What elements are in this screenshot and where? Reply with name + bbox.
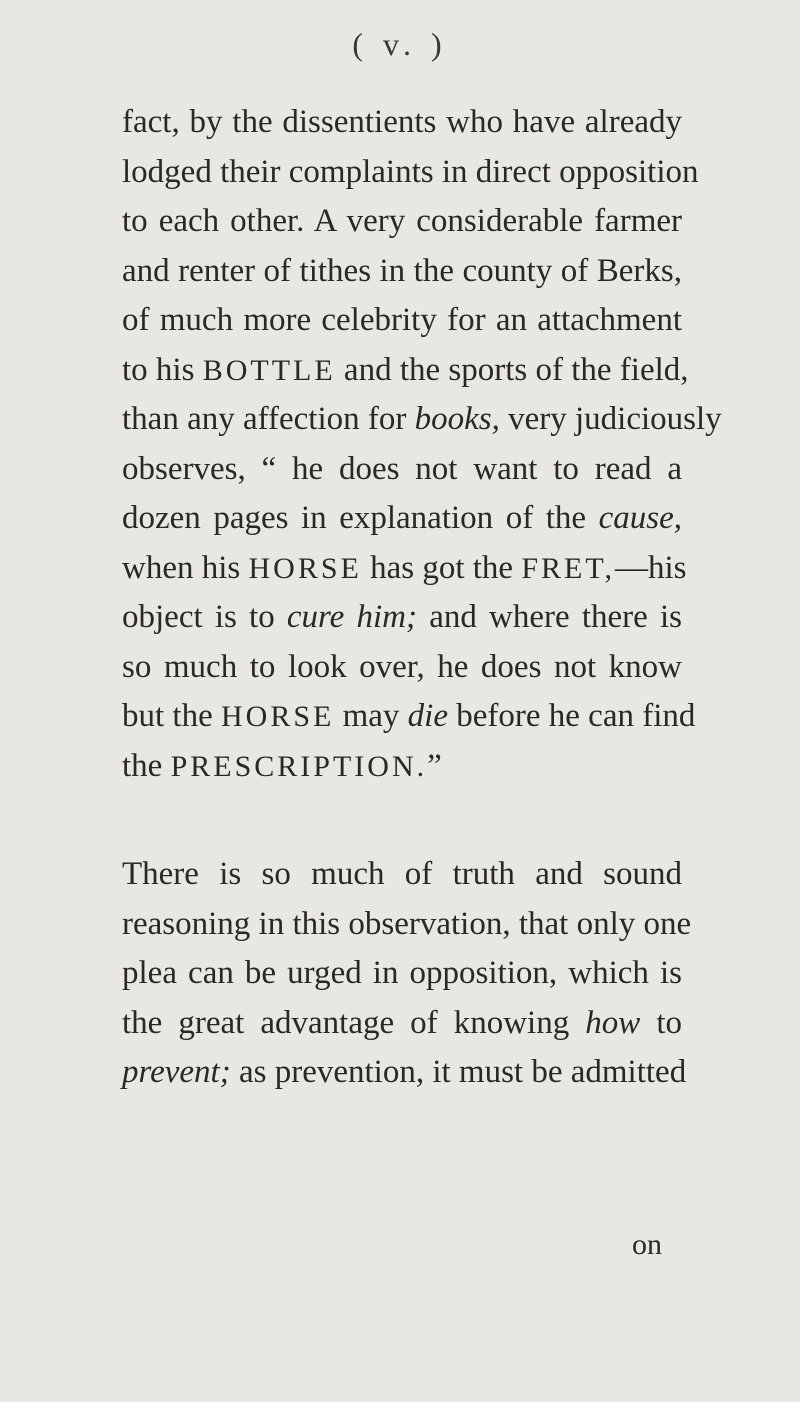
text-line bbox=[122, 346, 689, 396]
text-run: dozen pages in explanation of the bbox=[122, 500, 587, 536]
paragraph-1 bbox=[122, 98, 722, 791]
italic-word: prevent; bbox=[122, 1054, 231, 1090]
text-line bbox=[122, 544, 687, 594]
text-run: to bbox=[640, 1004, 683, 1041]
text-run: as prevention, it must be admitted bbox=[238, 1054, 687, 1090]
text-line: There is so much of truth and sound bbox=[122, 856, 682, 892]
text-run: may bbox=[334, 698, 408, 734]
text-run: and where there is bbox=[417, 599, 683, 635]
catchword: on bbox=[632, 1228, 662, 1261]
text-run: object is to bbox=[122, 599, 275, 635]
text-line: lodged their complaints in direct opposition bbox=[122, 153, 699, 190]
text-run: before he can find bbox=[448, 698, 696, 734]
text-run: has got the bbox=[361, 549, 522, 586]
text-line bbox=[122, 692, 696, 742]
text-line: fact, by the dissentients who have already bbox=[122, 104, 682, 140]
text-line: plea can be urged in opposition, which is bbox=[122, 955, 682, 991]
italic-word: how bbox=[585, 1004, 641, 1041]
text-run: than any affection for bbox=[122, 401, 407, 437]
text-run: very judiciously bbox=[499, 401, 722, 437]
small-caps-word: HORSE bbox=[220, 700, 335, 733]
text-run: but the bbox=[122, 698, 213, 734]
small-caps-word: BOTTLE bbox=[202, 353, 336, 387]
text-run: the great advantage of knowing bbox=[122, 1004, 570, 1041]
italic-word: books, bbox=[414, 401, 500, 437]
text-run: when his bbox=[122, 549, 241, 586]
text-line bbox=[122, 999, 682, 1049]
text-line bbox=[122, 494, 682, 544]
text-run: —his bbox=[614, 549, 687, 586]
small-caps-word: PRESCRIPTION. bbox=[170, 749, 428, 783]
italic-word: die bbox=[407, 698, 448, 734]
text-line: and renter of tithes in the county of Berks, bbox=[122, 252, 682, 289]
text-run: the bbox=[122, 747, 163, 784]
text-line: reasoning in this observation, that only one bbox=[122, 905, 692, 942]
text-run: to his bbox=[122, 351, 195, 388]
italic-word: cure him; bbox=[286, 599, 418, 635]
text-line bbox=[122, 593, 682, 643]
paragraph-2 bbox=[122, 850, 692, 1098]
page-number: ( v. ) bbox=[352, 26, 448, 62]
italic-word: cause, bbox=[598, 500, 682, 536]
small-caps-word: FRET, bbox=[521, 551, 615, 585]
text-line: to each other. A very considerable farmer bbox=[122, 203, 682, 239]
text-line bbox=[122, 1048, 687, 1098]
text-line bbox=[122, 742, 682, 792]
text-run: ” bbox=[427, 747, 442, 784]
text-line: so much to look over, he does not know bbox=[122, 648, 682, 685]
text-line: of much more celebrity for an attachment bbox=[122, 302, 682, 338]
small-caps-word: HORSE bbox=[248, 551, 362, 585]
text-line bbox=[122, 395, 722, 445]
text-run: and the sports of the field, bbox=[335, 351, 689, 388]
text-line: observes, “ he does not want to read a bbox=[122, 450, 682, 487]
